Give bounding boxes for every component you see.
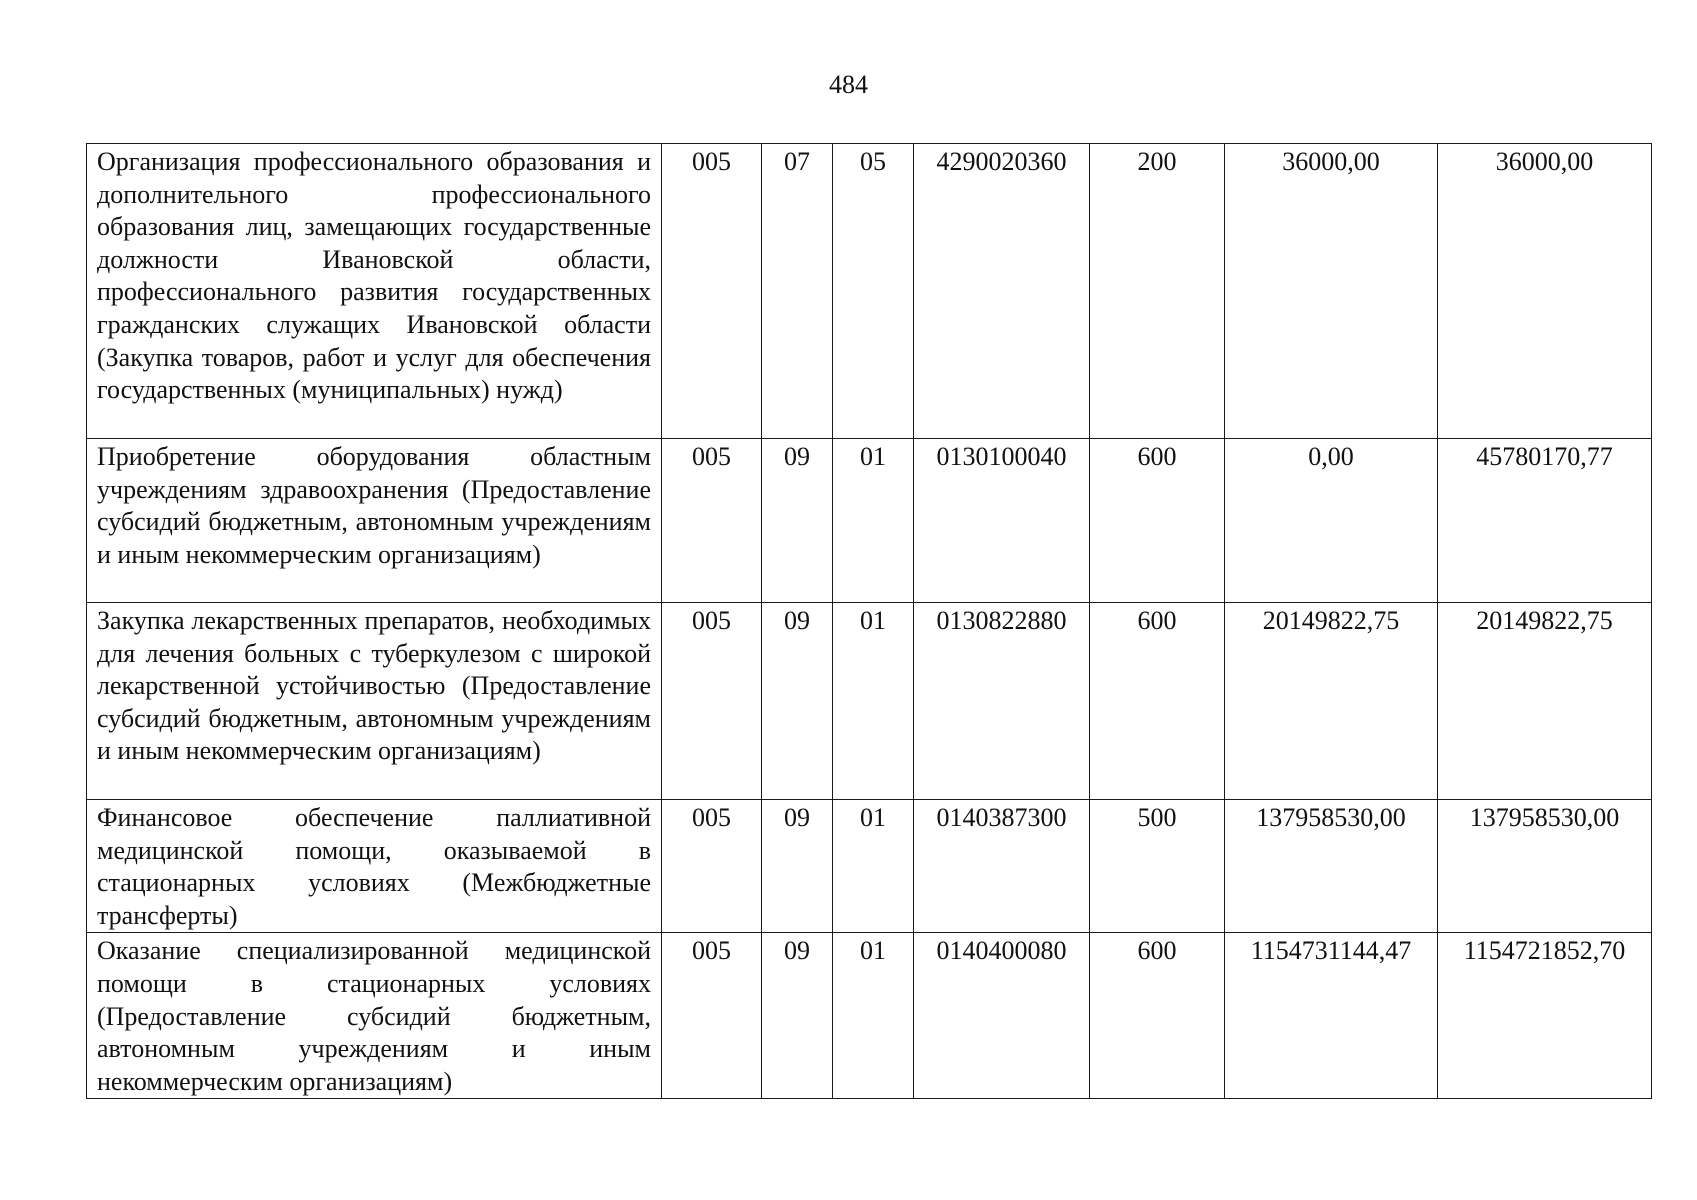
- row-description: Приобретение оборудования областным учреждениям здравоохранения (Предоставление субсидий бюджетным, автономным учреждениям и иным некоммерческим организациям): [87, 439, 662, 603]
- section-cell: 07: [762, 144, 833, 439]
- target-code-cell: 0140387300: [914, 800, 1090, 933]
- table-row: [87, 933, 1652, 1099]
- sum-1-cell: 20149822,75: [1225, 603, 1438, 800]
- expense-type-cell: 600: [1090, 439, 1225, 603]
- sum-1-cell: 36000,00: [1225, 144, 1438, 439]
- row-description: Организация профессионального образования и дополнительного профессионального образования лиц, замещающих государственные должности Ивановской области, профессионального развития государственных гражданских служащих Ивановской области (Закупка товаров, работ и услуг для обеспечения государственных (муниципальных) нужд): [87, 144, 662, 439]
- target-code-cell: 0130100040: [914, 439, 1090, 603]
- target-code-cell: 4290020360: [914, 144, 1090, 439]
- sum-1-cell: 0,00: [1225, 439, 1438, 603]
- table-row: [87, 603, 1652, 800]
- subsection-cell: 01: [833, 800, 914, 933]
- target-code-cell: 0140400080: [914, 933, 1090, 1099]
- page-number: 484: [829, 70, 868, 99]
- table-row: [87, 800, 1652, 933]
- sum-2-cell: 45780170,77: [1438, 439, 1652, 603]
- budget-table: [86, 143, 1652, 1099]
- expense-type-cell: 600: [1090, 933, 1225, 1099]
- section-cell: 09: [762, 439, 833, 603]
- expense-type-cell: 600: [1090, 603, 1225, 800]
- row-description: Финансовое обеспечение паллиативной медицинской помощи, оказываемой в стационарных условиях (Межбюджетные трансферты): [87, 800, 662, 933]
- sum-1-cell: 1154731144,47: [1225, 933, 1438, 1099]
- sum-2-cell: 1154721852,70: [1438, 933, 1652, 1099]
- sum-2-cell: 20149822,75: [1438, 603, 1652, 800]
- admin-code-cell: 005: [662, 933, 762, 1099]
- target-code-cell: 0130822880: [914, 603, 1090, 800]
- sum-2-cell: 137958530,00: [1438, 800, 1652, 933]
- admin-code-cell: 005: [662, 800, 762, 933]
- subsection-cell: 01: [833, 933, 914, 1099]
- table-row: [87, 144, 1652, 439]
- row-description: Оказание специализированной медицинской помощи в стационарных условиях (Предоставление субсидий бюджетным, автономным учреждениям и иным некоммерческим организациям): [87, 933, 662, 1099]
- sum-2-cell: 36000,00: [1438, 144, 1652, 439]
- admin-code-cell: 005: [662, 439, 762, 603]
- section-cell: 09: [762, 603, 833, 800]
- section-cell: 09: [762, 933, 833, 1099]
- row-description: Закупка лекарственных препаратов, необходимых для лечения больных с туберкулезом с широкой лекарственной устойчивостью (Предоставление субсидий бюджетным, автономным учреждениям и иным некоммерческим организациям): [87, 603, 662, 800]
- expense-type-cell: 200: [1090, 144, 1225, 439]
- subsection-cell: 01: [833, 603, 914, 800]
- table-row: [87, 439, 1652, 603]
- subsection-cell: 01: [833, 439, 914, 603]
- sum-1-cell: 137958530,00: [1225, 800, 1438, 933]
- expense-type-cell: 500: [1090, 800, 1225, 933]
- admin-code-cell: 005: [662, 603, 762, 800]
- subsection-cell: 05: [833, 144, 914, 439]
- admin-code-cell: 005: [662, 144, 762, 439]
- section-cell: 09: [762, 800, 833, 933]
